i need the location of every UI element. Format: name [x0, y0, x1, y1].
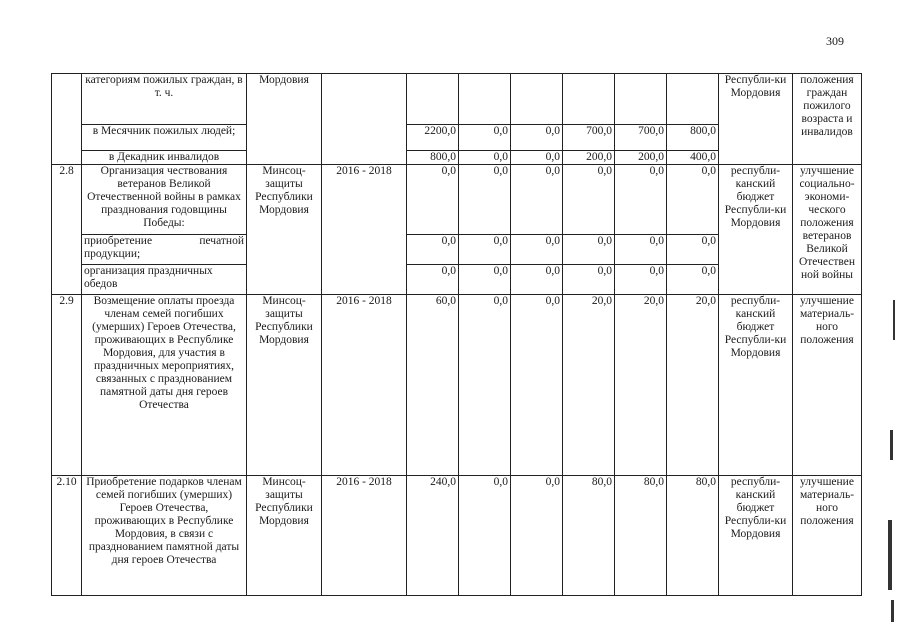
value-cell: 0,0	[563, 235, 615, 265]
sub-activity-name: в Месячник пожилых людей;	[82, 125, 247, 151]
executor-cell: Мордовия	[247, 74, 322, 165]
funding-source: республи-канский бюджет Республи-ки Мордовия	[719, 295, 793, 476]
row-number: 2.10	[52, 476, 82, 596]
funding-source: Республи-ки Мордовия	[719, 74, 793, 165]
value-cell: 0,0	[407, 265, 459, 295]
funding-source: республи-канский бюджет Республи-ки Мордовия	[719, 476, 793, 596]
executor-cell: Минсоц-защиты Республики Мордовия	[247, 476, 322, 596]
value-cell: 0,0	[667, 265, 719, 295]
sub-activity-name: в Декадник инвалидов	[82, 151, 247, 165]
value-cell	[615, 74, 667, 125]
table-row	[52, 295, 862, 476]
scan-artifact	[891, 600, 894, 622]
value-cell: 800,0	[667, 125, 719, 151]
value-cell: 200,0	[615, 151, 667, 165]
value-cell: 80,0	[615, 476, 667, 596]
executor-cell: Минсоц-защиты Республики Мордовия	[247, 165, 322, 295]
value-cell: 0,0	[667, 165, 719, 235]
row-number-cell	[52, 74, 82, 165]
value-cell: 200,0	[563, 151, 615, 165]
value-cell: 80,0	[667, 476, 719, 596]
scan-artifact	[890, 430, 893, 460]
value-cell: 0,0	[615, 265, 667, 295]
value-cell: 20,0	[563, 295, 615, 476]
row-number: 2.8	[52, 165, 82, 295]
row-number: 2.9	[52, 295, 82, 476]
value-cell: 240,0	[407, 476, 459, 596]
value-cell: 0,0	[511, 151, 563, 165]
value-cell: 0,0	[511, 125, 563, 151]
value-cell	[459, 74, 511, 125]
term-cell	[322, 74, 407, 165]
value-cell: 0,0	[459, 476, 511, 596]
value-cell: 800,0	[407, 151, 459, 165]
value-cell	[563, 74, 615, 125]
scan-artifact	[888, 520, 892, 590]
value-cell	[511, 74, 563, 125]
value-cell: 2200,0	[407, 125, 459, 151]
sub-activity-name: организация праздничных обедов	[82, 265, 247, 295]
term-cell: 2016 - 2018	[322, 165, 407, 295]
value-cell: 80,0	[563, 476, 615, 596]
value-cell: 0,0	[615, 235, 667, 265]
value-cell: 0,0	[407, 235, 459, 265]
value-cell: 0,0	[459, 151, 511, 165]
value-cell	[407, 74, 459, 125]
table-row	[52, 74, 862, 125]
funding-source: республи-канский бюджет Республи-ки Мордовия	[719, 165, 793, 295]
scan-artifact	[893, 300, 895, 340]
value-cell: 400,0	[667, 151, 719, 165]
term-cell: 2016 - 2018	[322, 476, 407, 596]
sub-activity-name: приобретение печатной продукции;	[82, 235, 247, 265]
value-cell: 0,0	[667, 235, 719, 265]
value-cell: 0,0	[511, 235, 563, 265]
value-cell: 700,0	[615, 125, 667, 151]
expected-result: улучшение социально-экономи-ческого положения ветеранов Великой Отечествен ной войны	[793, 165, 862, 295]
value-cell: 0,0	[407, 165, 459, 235]
activity-name: Приобретение подарков членам семей погибших (умерших) Героев Отечества, проживающих в Республике Мордовия, в связи с празднованием памятной даты дня героев Отечества	[82, 476, 247, 596]
executor-cell: Минсоц-защиты Республики Мордовия	[247, 295, 322, 476]
value-cell: 0,0	[459, 295, 511, 476]
value-cell: 0,0	[511, 265, 563, 295]
value-cell: 0,0	[511, 295, 563, 476]
value-cell: 0,0	[511, 476, 563, 596]
activity-name: категориям пожилых граждан, в т. ч.	[82, 74, 247, 125]
term-cell: 2016 - 2018	[322, 295, 407, 476]
table-row	[52, 165, 862, 235]
value-cell: 700,0	[563, 125, 615, 151]
value-cell: 20,0	[615, 295, 667, 476]
expected-result: положения граждан пожилого возраста и инвалидов	[793, 74, 862, 165]
value-cell: 60,0	[407, 295, 459, 476]
value-cell: 0,0	[459, 235, 511, 265]
value-cell: 0,0	[459, 265, 511, 295]
activity-name: Возмещение оплаты проезда членам семей погибших (умерших) Героев Отечества, проживающих в Республике Мордовия, для участия в праздничных мероприятиях, связанных с празднованием памятной даты дня героев Отечества	[82, 295, 247, 476]
value-cell: 0,0	[459, 125, 511, 151]
value-cell	[667, 74, 719, 125]
value-cell: 0,0	[459, 165, 511, 235]
page-number: 309	[826, 34, 844, 48]
program-table	[51, 73, 862, 596]
expected-result: улучшение материаль-ного положения	[793, 476, 862, 596]
value-cell: 20,0	[667, 295, 719, 476]
value-cell: 0,0	[615, 165, 667, 235]
value-cell: 0,0	[563, 165, 615, 235]
expected-result: улучшение материаль-ного положения	[793, 295, 862, 476]
activity-name: Организация чествования ветеранов Великой Отечественной войны в рамках празднования годовщины Победы:	[82, 165, 247, 235]
table-row	[52, 476, 862, 596]
value-cell: 0,0	[511, 165, 563, 235]
value-cell: 0,0	[563, 265, 615, 295]
